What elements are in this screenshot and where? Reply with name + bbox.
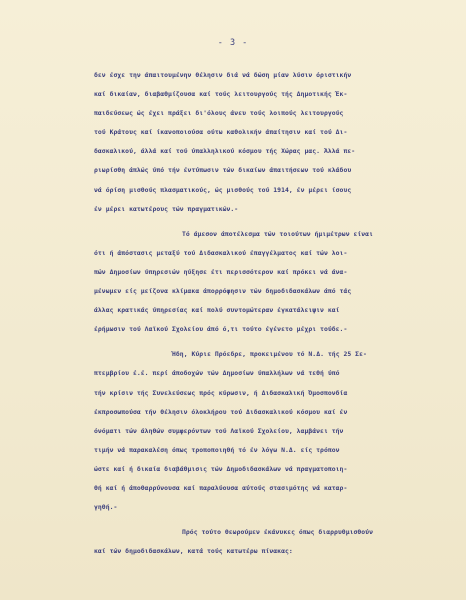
text-line: θή καί ή άποθαρρύνουσα καί παραλύουσα αύτούς στασιμότης νά καταρ-: [94, 483, 348, 492]
paragraph-3: [94, 345, 464, 517]
text-line: όνόματι τών άληθών συμφερόντων τού Λαϊκού Σχολείου, λαμβάνει τήν: [94, 426, 344, 435]
paragraph-4: [94, 523, 464, 561]
text-line: Τό άμεσον άποτέλεσμα τών τοιούτων ήμιμέτρων είναι: [182, 229, 373, 238]
text-line: καί τών δημοδιδασκάλων, κατά τούς κατωτέρω πίνακας:: [94, 547, 293, 556]
text-line: πτεμβρίου έ.έ. περί άποδοχών τών Δημοσίων ύπαλλήλων νά τεθή ύπό: [94, 369, 340, 378]
text-line: Πρός τούτο θεωρούμεν έκάνυκες όπως διαρρυθμισθούν: [182, 528, 373, 537]
text-line: τού Κράτους καί ίκανοποιούσα ούτω καθολικήν άπαίτησιν καί τού Δι-: [94, 128, 348, 137]
text-line: μένωμεν είς μείζονα κλίμακα άπορρόφησιν τών δημοδιδασκάλων άπό τάς: [94, 287, 352, 296]
text-line: έν μέρει κατωτέρους τών πραγματικών.-: [94, 204, 239, 213]
letter-body: [94, 66, 464, 561]
text-line: τιμήν νά παρακαλέση όπως τροποποιηθή τό έν λόγω Ν.Δ. είς τρόπον: [94, 445, 340, 454]
text-line: ώστε καί ή δικαία διαβάθμισις τών Δημοδιδασκάλων νά πραγματοποιη-: [94, 464, 348, 473]
page-number: - 3 -: [217, 38, 249, 48]
text-line: άλλας κρατικάς ύπηρεσίας καί πολύ συντομώτεραν έγκατάλειψιν καί: [94, 306, 340, 315]
text-line: έρήμωσιν τού Λαϊκού Σχολείου άπό ό,τι τούτο έγένετο μέχρι τούδε.-: [94, 325, 348, 334]
text-line: παιδεύσεως ώς έχει πράξει δι'όλους άνευ τούς λοιπούς λειτουργούς: [94, 109, 344, 118]
text-line: έκπροσωπούσα τήν θέλησιν όλοκλήρου τού Διδασκαλικού κόσμου καί έν: [94, 407, 348, 416]
text-line: δασκαλικού, άλλά καί τού ύπαλληλικού κόσμου τής Χώρας μας. Άλλά πε-: [94, 147, 356, 156]
text-line: τήν κρίσιν τής Συνελεύσεως πρός κύρωσιν, ή Διδασκαλική Όμοσπονδία: [94, 388, 348, 397]
text-line: ριωρίσθη άπλώς ύπό τήν έντύπωσιν τών δικαίων άπαιτήσεων τού κλάδου: [94, 166, 352, 175]
text-line: γηθή.-: [94, 503, 118, 512]
text-line: Ήδη, Κύριε Πρόεδρε, προκειμένου τό Ν.Δ. τής 25 Σε-: [172, 350, 367, 359]
paragraph-2: [94, 225, 464, 340]
text-line: νά όρίση μισθούς πλασματικούς, ώς μισθούς τού 1914, έν μέρει ίσους: [94, 185, 352, 194]
text-line: πών Δημοσίων ύπηρεσιών ηύξησε έτι περισσότερον καί πρόκει νά άνα-: [94, 267, 348, 276]
text-line: καί δικαίαν, διαβαθμίζουσα καί τούς λειτουργούς τής Δημοτικής Έκ-: [94, 90, 348, 99]
text-line: ότι ή άπόστασις μεταξύ τού Διδασκαλικού έπαγγέλματος καί τών λοι-: [94, 248, 348, 257]
paragraph-1: [94, 66, 464, 219]
text-line: δεν έσχε την άπαιτουμένην θέλησιν διά νά δώση μίαν λύσιν όριστικήν: [94, 71, 352, 79]
